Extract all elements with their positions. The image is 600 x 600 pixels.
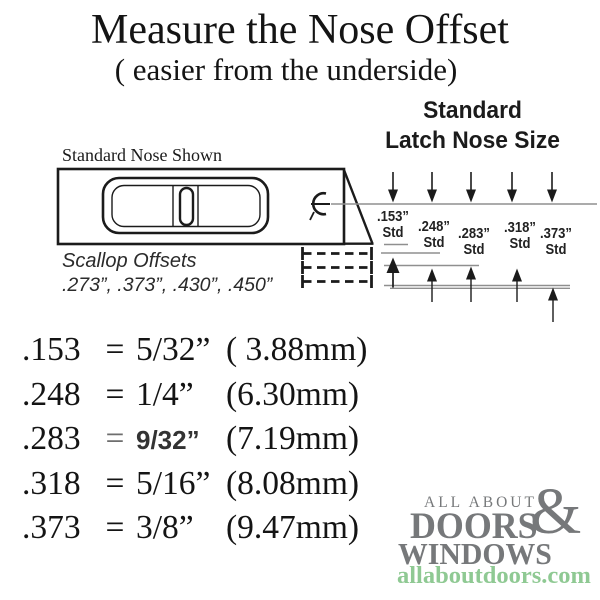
fraction-value: 1/4” <box>136 375 194 413</box>
metric-value: (6.30mm) <box>226 375 360 413</box>
fraction-value: 3/8” <box>136 509 194 546</box>
table-row <box>22 509 367 554</box>
up-arrows <box>387 258 559 323</box>
logo-windows: WINDOWS <box>398 536 552 571</box>
fraction-value: 5/16” <box>136 464 211 502</box>
heading-line1: Standard <box>423 97 522 124</box>
table-row <box>22 420 367 465</box>
metric-value: (7.19mm) <box>226 420 360 457</box>
conversion-table <box>22 331 367 554</box>
logo-website-url: allaboutdoors.com <box>397 562 591 589</box>
metric-value: ( 3.88mm) <box>226 331 368 368</box>
nose-size-value: .283” <box>458 226 490 242</box>
equals-sign: = <box>105 509 125 546</box>
nose-size-std: Std <box>545 241 567 258</box>
nose-size-value: .248” <box>418 219 450 235</box>
nose-size-label <box>450 227 499 259</box>
fraction-value: 9/32” <box>136 425 200 455</box>
table-row <box>22 376 367 421</box>
scallop-offsets-values: .273”, .373”, .430”, .450” <box>62 274 273 296</box>
logo-all-about: ALL ABOUT <box>424 494 537 511</box>
fraction-value: 5/32” <box>136 331 211 368</box>
nose-size-std: Std <box>463 241 485 258</box>
metric-value: (8.08mm) <box>226 464 360 502</box>
nose-size-std: Std <box>423 234 445 251</box>
latch-bolt-pill <box>180 188 193 225</box>
scallop-offsets-title: Scallop Offsets <box>62 250 197 272</box>
nose-size-value: .373” <box>540 226 572 242</box>
equals-sign: = <box>105 375 125 413</box>
nose-size-std: Std <box>382 224 404 241</box>
latch-nose-size-heading <box>380 96 565 156</box>
decimal-value: .318 <box>22 464 81 502</box>
table-row <box>22 465 367 510</box>
nose-size-label <box>532 227 581 259</box>
table-row <box>22 331 367 376</box>
decimal-value: .153 <box>22 331 81 368</box>
heading-line2: Latch Nose Size <box>385 127 560 154</box>
metric-value: (9.47mm) <box>226 509 360 546</box>
decimal-value: .248 <box>22 375 81 413</box>
down-arrows <box>388 172 557 203</box>
equals-sign: = <box>105 420 125 457</box>
centerline-symbol-icon <box>310 193 330 220</box>
standard-nose-shown-label: Standard Nose Shown <box>62 145 222 165</box>
page-subtitle: ( easier from the underside) <box>114 52 458 87</box>
decimal-value: .373 <box>22 509 81 546</box>
page-title: Measure the Nose Offset <box>91 7 509 53</box>
nose-size-value: .153” <box>377 209 409 225</box>
equals-sign: = <box>105 464 125 502</box>
latch-faceplate <box>103 178 268 233</box>
decimal-value: .283 <box>22 420 81 457</box>
nose-size-value: .318” <box>504 220 536 236</box>
scallop-depth-marks <box>303 247 372 288</box>
nose-size-std: Std <box>509 235 531 252</box>
logo-ampersand: & <box>530 475 582 548</box>
equals-sign: = <box>105 331 125 368</box>
logo-doors: DOORS <box>410 506 538 547</box>
